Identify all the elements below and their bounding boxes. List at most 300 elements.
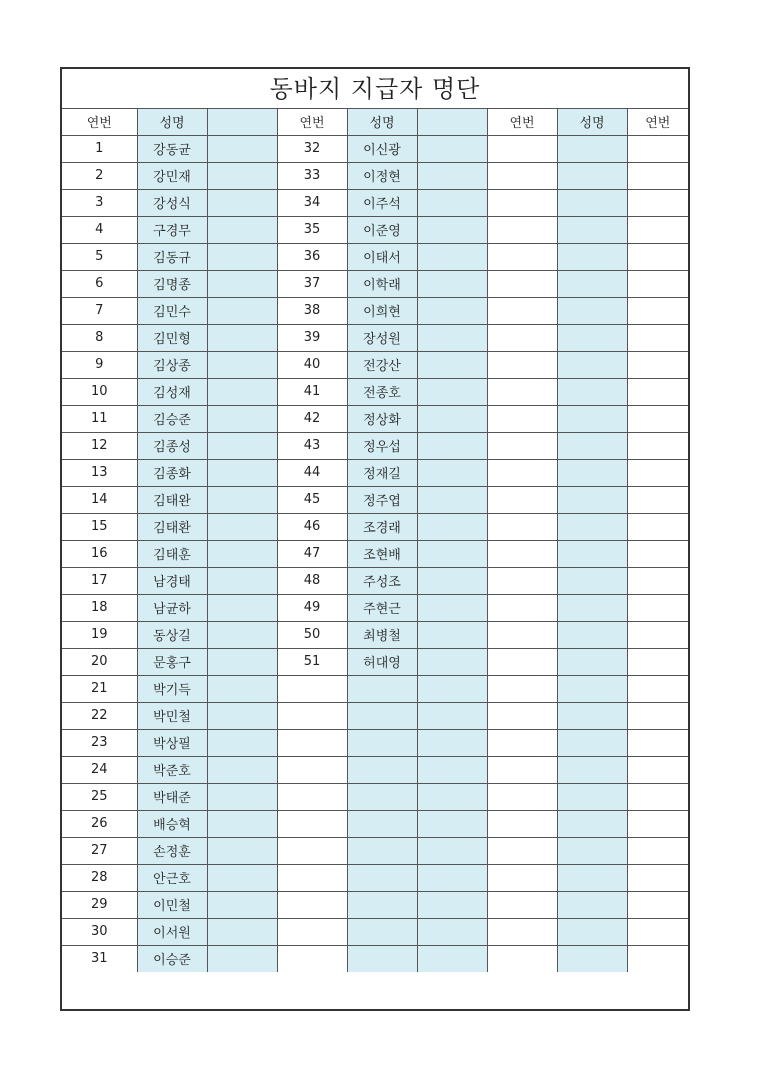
cell-blank <box>417 702 487 729</box>
cell-blank <box>417 756 487 783</box>
cell-number <box>627 216 688 243</box>
cell-name <box>557 297 627 324</box>
cell-blank <box>417 864 487 891</box>
cell-name: 강동균 <box>137 135 207 162</box>
cell-name: 이희현 <box>347 297 417 324</box>
cell-blank <box>417 891 487 918</box>
cell-blank <box>207 837 277 864</box>
cell-blank <box>417 378 487 405</box>
table-row <box>62 783 688 810</box>
cell-number <box>487 135 557 162</box>
cell-blank <box>207 459 277 486</box>
cell-number <box>487 513 557 540</box>
cell-blank <box>207 297 277 324</box>
cell-name: 박태준 <box>137 783 207 810</box>
cell-name <box>347 837 417 864</box>
table-row <box>62 567 688 594</box>
table-row <box>62 162 688 189</box>
cell-blank <box>417 918 487 945</box>
cell-number <box>487 756 557 783</box>
cell-number: 47 <box>277 540 347 567</box>
cell-name <box>557 324 627 351</box>
cell-blank <box>417 162 487 189</box>
cell-name <box>557 783 627 810</box>
cell-name <box>347 945 417 972</box>
cell-blank <box>207 432 277 459</box>
cell-name: 이정현 <box>347 162 417 189</box>
cell-number <box>487 351 557 378</box>
cell-number <box>487 864 557 891</box>
cell-blank <box>207 189 277 216</box>
table-row <box>62 351 688 378</box>
table-row <box>62 702 688 729</box>
cell-number: 35 <box>277 216 347 243</box>
cell-number: 19 <box>62 621 137 648</box>
cell-blank <box>417 405 487 432</box>
cell-name <box>557 486 627 513</box>
cell-number: 2 <box>62 162 137 189</box>
cell-name: 전종호 <box>347 378 417 405</box>
cell-number <box>627 540 688 567</box>
cell-blank <box>417 621 487 648</box>
cell-name <box>557 135 627 162</box>
cell-blank <box>207 891 277 918</box>
header-cell-name: 성명 <box>137 109 207 135</box>
cell-number <box>277 945 347 972</box>
cell-name <box>557 189 627 216</box>
cell-number <box>487 621 557 648</box>
cell-number <box>487 783 557 810</box>
cell-number <box>627 270 688 297</box>
table-row <box>62 675 688 702</box>
cell-number: 3 <box>62 189 137 216</box>
cell-number: 29 <box>62 891 137 918</box>
table-row <box>62 216 688 243</box>
cell-name: 김태완 <box>137 486 207 513</box>
cell-name: 김상종 <box>137 351 207 378</box>
cell-number: 32 <box>277 135 347 162</box>
cell-number <box>627 567 688 594</box>
cell-name: 이태서 <box>347 243 417 270</box>
cell-name <box>557 702 627 729</box>
cell-blank <box>207 945 277 972</box>
cell-number: 22 <box>62 702 137 729</box>
table-row <box>62 459 688 486</box>
cell-name: 주성조 <box>347 567 417 594</box>
cell-blank <box>417 486 487 513</box>
cell-blank <box>207 783 277 810</box>
cell-blank <box>207 702 277 729</box>
cell-number: 25 <box>62 783 137 810</box>
cell-number: 51 <box>277 648 347 675</box>
cell-number <box>487 648 557 675</box>
table-row <box>62 270 688 297</box>
cell-name: 이준영 <box>347 216 417 243</box>
cell-blank <box>207 216 277 243</box>
cell-number <box>277 675 347 702</box>
cell-number: 23 <box>62 729 137 756</box>
cell-number <box>627 297 688 324</box>
cell-blank <box>207 756 277 783</box>
cell-name <box>557 378 627 405</box>
cell-blank <box>417 567 487 594</box>
page-title: 동바지 지급자 명단 <box>62 69 688 109</box>
cell-name: 남경태 <box>137 567 207 594</box>
cell-blank <box>207 351 277 378</box>
cell-name: 김승준 <box>137 405 207 432</box>
cell-blank <box>417 135 487 162</box>
cell-number: 31 <box>62 945 137 972</box>
cell-name: 정상화 <box>347 405 417 432</box>
cell-number: 34 <box>277 189 347 216</box>
cell-blank <box>417 594 487 621</box>
cell-number: 26 <box>62 810 137 837</box>
table-row <box>62 513 688 540</box>
cell-number: 48 <box>277 567 347 594</box>
cell-name <box>557 945 627 972</box>
cell-number <box>627 432 688 459</box>
cell-name: 김민수 <box>137 297 207 324</box>
cell-name <box>347 783 417 810</box>
cell-blank <box>417 270 487 297</box>
cell-name: 허대영 <box>347 648 417 675</box>
header-cell-number: 연번 <box>487 109 557 135</box>
cell-number <box>487 297 557 324</box>
cell-blank <box>207 486 277 513</box>
cell-number <box>487 405 557 432</box>
cell-number: 27 <box>62 837 137 864</box>
cell-number: 17 <box>62 567 137 594</box>
cell-number: 45 <box>277 486 347 513</box>
cell-number: 16 <box>62 540 137 567</box>
cell-number: 1 <box>62 135 137 162</box>
table-row <box>62 864 688 891</box>
header-row <box>62 109 688 135</box>
cell-number <box>487 945 557 972</box>
cell-number: 33 <box>277 162 347 189</box>
cell-number: 43 <box>277 432 347 459</box>
cell-name <box>557 648 627 675</box>
cell-name: 최병철 <box>347 621 417 648</box>
cell-name: 박준호 <box>137 756 207 783</box>
cell-number <box>277 837 347 864</box>
cell-name: 박기득 <box>137 675 207 702</box>
table-row <box>62 405 688 432</box>
header-cell-number: 연번 <box>62 109 137 135</box>
cell-number: 49 <box>277 594 347 621</box>
cell-name: 문홍구 <box>137 648 207 675</box>
cell-name: 손정훈 <box>137 837 207 864</box>
cell-number <box>277 783 347 810</box>
cell-name: 조경래 <box>347 513 417 540</box>
table-row <box>62 918 688 945</box>
cell-name: 김태환 <box>137 513 207 540</box>
cell-number <box>627 594 688 621</box>
header-cell-blank <box>417 109 487 135</box>
cell-number: 28 <box>62 864 137 891</box>
cell-number: 42 <box>277 405 347 432</box>
cell-number <box>627 378 688 405</box>
cell-number <box>487 702 557 729</box>
cell-name: 전강산 <box>347 351 417 378</box>
cell-number <box>277 891 347 918</box>
cell-number: 24 <box>62 756 137 783</box>
cell-name: 김명종 <box>137 270 207 297</box>
cell-number <box>627 324 688 351</box>
cell-number <box>627 702 688 729</box>
cell-name <box>347 675 417 702</box>
cell-number: 20 <box>62 648 137 675</box>
cell-number <box>627 405 688 432</box>
cell-blank <box>417 189 487 216</box>
cell-name: 안근호 <box>137 864 207 891</box>
cell-number <box>487 243 557 270</box>
cell-name <box>557 594 627 621</box>
cell-number <box>627 756 688 783</box>
cell-number: 5 <box>62 243 137 270</box>
cell-number <box>627 189 688 216</box>
cell-name: 김태훈 <box>137 540 207 567</box>
table-row <box>62 621 688 648</box>
cell-name: 정주엽 <box>347 486 417 513</box>
cell-number <box>487 810 557 837</box>
table-row <box>62 189 688 216</box>
cell-number <box>487 567 557 594</box>
cell-blank <box>207 540 277 567</box>
cell-number: 30 <box>62 918 137 945</box>
cell-blank <box>417 297 487 324</box>
cell-name <box>347 702 417 729</box>
cell-number: 44 <box>277 459 347 486</box>
header-cell-name: 성명 <box>347 109 417 135</box>
cell-name <box>347 918 417 945</box>
cell-name: 장성원 <box>347 324 417 351</box>
cell-blank <box>207 567 277 594</box>
cell-name <box>557 459 627 486</box>
cell-name <box>557 243 627 270</box>
cell-name: 이민철 <box>137 891 207 918</box>
cell-number <box>627 135 688 162</box>
cell-number: 36 <box>277 243 347 270</box>
cell-number: 13 <box>62 459 137 486</box>
cell-name <box>557 918 627 945</box>
cell-number <box>277 702 347 729</box>
cell-number: 9 <box>62 351 137 378</box>
header-cell-name: 성명 <box>557 109 627 135</box>
cell-number <box>487 378 557 405</box>
table-row <box>62 324 688 351</box>
cell-name <box>557 540 627 567</box>
cell-blank <box>207 324 277 351</box>
cell-blank <box>207 162 277 189</box>
cell-name: 김성재 <box>137 378 207 405</box>
cell-number <box>627 351 688 378</box>
cell-number <box>627 243 688 270</box>
table-row <box>62 945 688 972</box>
cell-number: 41 <box>277 378 347 405</box>
cell-name <box>557 675 627 702</box>
cell-name <box>557 567 627 594</box>
cell-number <box>627 459 688 486</box>
cell-name <box>347 891 417 918</box>
cell-blank <box>417 432 487 459</box>
cell-blank <box>417 945 487 972</box>
cell-number <box>627 162 688 189</box>
cell-name: 박상필 <box>137 729 207 756</box>
cell-number: 10 <box>62 378 137 405</box>
cell-number <box>487 162 557 189</box>
cell-number: 8 <box>62 324 137 351</box>
cell-blank <box>417 648 487 675</box>
cell-name <box>557 621 627 648</box>
cell-blank <box>207 810 277 837</box>
cell-name: 강민재 <box>137 162 207 189</box>
cell-blank <box>417 675 487 702</box>
table-row <box>62 594 688 621</box>
cell-name: 동상길 <box>137 621 207 648</box>
cell-name: 이서원 <box>137 918 207 945</box>
table-row <box>62 297 688 324</box>
cell-name: 배승혁 <box>137 810 207 837</box>
cell-blank <box>207 864 277 891</box>
cell-number <box>487 270 557 297</box>
cell-name: 이주석 <box>347 189 417 216</box>
cell-blank <box>417 837 487 864</box>
table-row <box>62 432 688 459</box>
cell-blank <box>417 810 487 837</box>
cell-number <box>487 729 557 756</box>
cell-blank <box>207 135 277 162</box>
table-row <box>62 729 688 756</box>
roster-sheet <box>60 67 690 1011</box>
cell-name <box>557 513 627 540</box>
cell-number: 6 <box>62 270 137 297</box>
cell-number <box>627 675 688 702</box>
cell-number <box>627 729 688 756</box>
cell-name <box>557 864 627 891</box>
cell-number: 14 <box>62 486 137 513</box>
cell-name: 이신광 <box>347 135 417 162</box>
roster-table <box>62 109 688 972</box>
cell-blank <box>207 513 277 540</box>
cell-name <box>347 756 417 783</box>
cell-name <box>557 162 627 189</box>
cell-blank <box>207 675 277 702</box>
cell-name: 구경무 <box>137 216 207 243</box>
cell-number: 21 <box>62 675 137 702</box>
cell-name <box>347 810 417 837</box>
cell-blank <box>417 783 487 810</box>
cell-blank <box>207 648 277 675</box>
header-cell-blank <box>207 109 277 135</box>
cell-number: 7 <box>62 297 137 324</box>
cell-name: 김종성 <box>137 432 207 459</box>
cell-name <box>347 729 417 756</box>
cell-name <box>557 432 627 459</box>
cell-number <box>627 918 688 945</box>
cell-name <box>557 729 627 756</box>
cell-number: 38 <box>277 297 347 324</box>
table-row <box>62 378 688 405</box>
cell-name: 김민형 <box>137 324 207 351</box>
cell-number <box>627 621 688 648</box>
table-row <box>62 837 688 864</box>
cell-number <box>487 459 557 486</box>
cell-name <box>557 810 627 837</box>
cell-blank <box>207 918 277 945</box>
header-cell-number: 연번 <box>277 109 347 135</box>
cell-number: 11 <box>62 405 137 432</box>
cell-blank <box>417 459 487 486</box>
cell-number: 18 <box>62 594 137 621</box>
cell-number: 15 <box>62 513 137 540</box>
cell-number <box>277 918 347 945</box>
cell-blank <box>207 405 277 432</box>
cell-blank <box>417 216 487 243</box>
cell-name <box>557 270 627 297</box>
table-row <box>62 810 688 837</box>
cell-name <box>557 837 627 864</box>
cell-name: 김종화 <box>137 459 207 486</box>
cell-name <box>557 405 627 432</box>
cell-name: 정우섭 <box>347 432 417 459</box>
cell-number <box>627 648 688 675</box>
header-cell-number: 연번 <box>627 109 688 135</box>
cell-number: 12 <box>62 432 137 459</box>
cell-number <box>487 432 557 459</box>
cell-blank <box>417 513 487 540</box>
cell-number <box>487 486 557 513</box>
cell-number: 40 <box>277 351 347 378</box>
cell-number: 50 <box>277 621 347 648</box>
cell-name <box>557 891 627 918</box>
cell-number <box>487 189 557 216</box>
cell-number: 46 <box>277 513 347 540</box>
cell-name: 이승준 <box>137 945 207 972</box>
cell-blank <box>207 729 277 756</box>
cell-number <box>277 756 347 783</box>
cell-number <box>627 810 688 837</box>
cell-number <box>487 540 557 567</box>
cell-blank <box>417 540 487 567</box>
table-row <box>62 648 688 675</box>
cell-blank <box>417 324 487 351</box>
cell-name: 조현배 <box>347 540 417 567</box>
cell-name: 강성식 <box>137 189 207 216</box>
cell-number <box>627 513 688 540</box>
cell-blank <box>417 351 487 378</box>
cell-blank <box>207 270 277 297</box>
cell-name <box>557 216 627 243</box>
cell-number: 37 <box>277 270 347 297</box>
table-row <box>62 540 688 567</box>
cell-number <box>487 675 557 702</box>
cell-name: 남균하 <box>137 594 207 621</box>
cell-blank <box>417 729 487 756</box>
cell-number <box>487 324 557 351</box>
cell-number <box>487 837 557 864</box>
cell-name <box>557 351 627 378</box>
cell-blank <box>207 243 277 270</box>
cell-blank <box>207 378 277 405</box>
table-row <box>62 135 688 162</box>
cell-name: 박민철 <box>137 702 207 729</box>
cell-number: 4 <box>62 216 137 243</box>
cell-name: 김동규 <box>137 243 207 270</box>
cell-blank <box>417 243 487 270</box>
cell-number <box>277 864 347 891</box>
cell-name: 주현근 <box>347 594 417 621</box>
